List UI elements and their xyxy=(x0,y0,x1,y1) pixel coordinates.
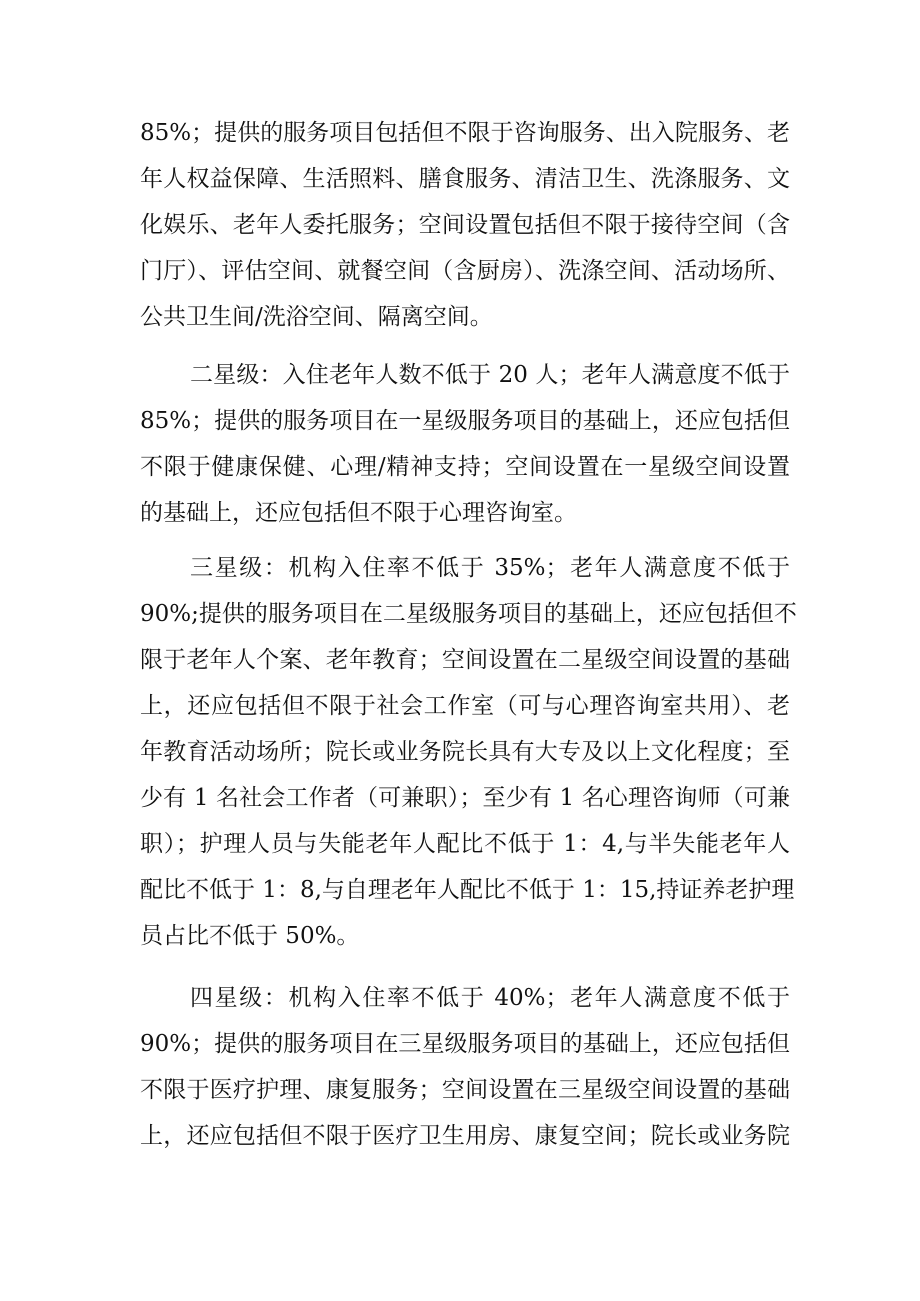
paragraph-four-star xyxy=(140,975,790,1159)
text-line: 不限于健康保健、心理/精神支持；空间设置在一星级空间设置 xyxy=(140,454,790,480)
paragraph-three-star xyxy=(140,545,797,959)
text-line: 职）；护理人员与失能老年人配比不低于 1：4,与半失能老年人 xyxy=(140,831,790,857)
text-line: 少有 1 名社会工作者（可兼职）；至少有 1 名心理咨询师（可兼 xyxy=(140,785,790,811)
text-line: 化娱乐、老年人委托服务；空间设置包括但不限于接待空间（含 xyxy=(140,212,790,238)
text-line: 上，还应包括但不限于医疗卫生用房、康复空间；院长或业务院 xyxy=(140,1123,790,1149)
text-line: 门厅）、评估空间、就餐空间（含厨房）、洗涤空间、活动场所、 xyxy=(140,258,790,284)
text-line: 的基础上，还应包括但不限于心理咨询室。 xyxy=(140,500,577,526)
text-line: 二星级：入住老年人数不低于 20 人；老年人满意度不低于 xyxy=(190,362,790,388)
text-line: 年人权益保障、生活照料、膳食服务、清洁卫生、洗涤服务、文 xyxy=(140,166,790,192)
text-line: 90%;提供的服务项目在二星级服务项目的基础上，还应包括但不 xyxy=(140,601,797,627)
text-line: 85%；提供的服务项目包括但不限于咨询服务、出入院服务、老 xyxy=(140,120,790,146)
text-line: 90%；提供的服务项目在三星级服务项目的基础上，还应包括但 xyxy=(140,1031,790,1057)
text-line: 四星级：机构入住率不低于 40%；老年人满意度不低于 xyxy=(190,985,790,1011)
text-line: 员占比不低于 50%。 xyxy=(140,923,360,949)
text-line: 年教育活动场所；院长或业务院长具有大专及以上文化程度；至 xyxy=(140,739,790,765)
text-line: 三星级：机构入住率不低于 35%；老年人满意度不低于 xyxy=(190,555,790,581)
text-line: 配比不低于 1：8,与自理老年人配比不低于 1：15,持证养老护理 xyxy=(140,877,795,903)
text-line: 上，还应包括但不限于社会工作室（可与心理咨询室共用）、老 xyxy=(140,693,790,719)
text-line: 限于老年人个案、老年教育；空间设置在二星级空间设置的基础 xyxy=(140,647,790,673)
text-line: 85%；提供的服务项目在一星级服务项目的基础上，还应包括但 xyxy=(140,408,790,434)
text-line: 公共卫生间/洗浴空间、隔离空间。 xyxy=(140,304,493,330)
paragraph-two-star xyxy=(140,352,790,536)
paragraph-one-star-continued xyxy=(140,110,790,340)
text-line: 不限于医疗护理、康复服务；空间设置在三星级空间设置的基础 xyxy=(140,1077,790,1103)
